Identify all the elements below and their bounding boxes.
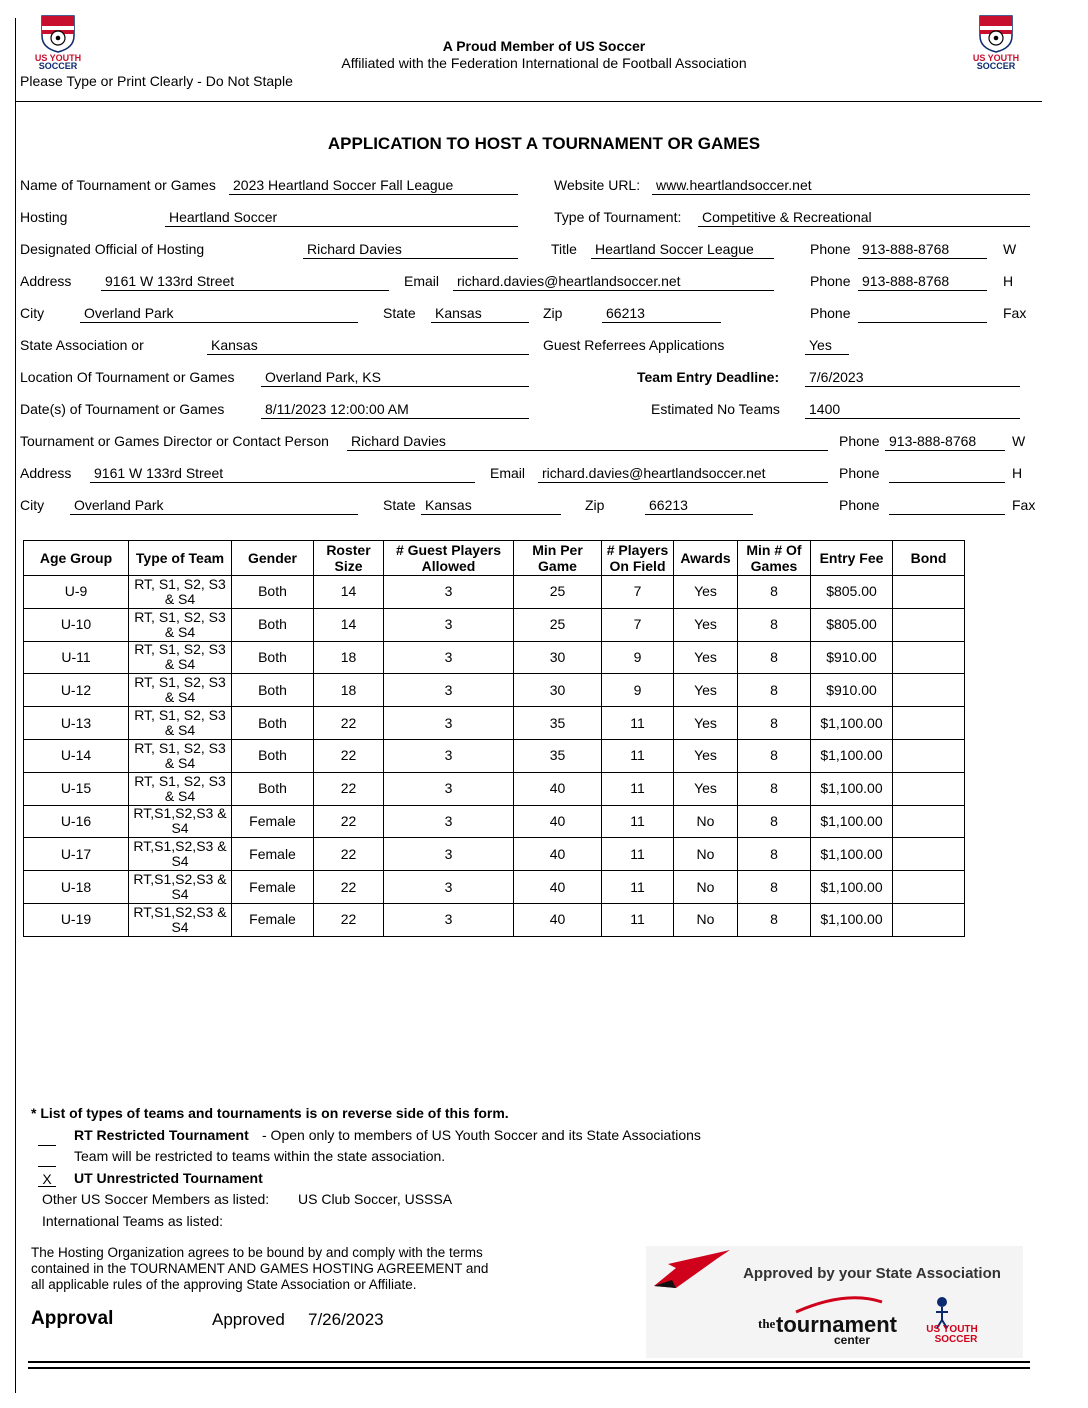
svg-text:US YOUTH: US YOUTH (926, 1324, 978, 1335)
table-cell: 3 (384, 805, 514, 838)
deadline-field[interactable]: 7/6/2023 (805, 369, 1020, 387)
hosting-field[interactable]: Heartland Soccer (165, 209, 518, 227)
table-cell: RT,S1,S2,S3 & S4 (129, 903, 232, 936)
guest-ref-field[interactable]: Yes (805, 337, 849, 355)
table-cell (893, 641, 965, 674)
table-cell: 22 (314, 805, 384, 838)
table-cell: $910.00 (811, 674, 893, 707)
international-label: International Teams as listed: (42, 1213, 224, 1229)
table-cell: RT, S1, S2, S3 & S4 (129, 772, 232, 805)
dates-label: Date(s) of Tournament or Games (20, 401, 225, 417)
phone-label: Phone (839, 465, 880, 481)
table-cell: Female (232, 871, 314, 904)
table-header-cell: # Guest Players Allowed (384, 541, 514, 576)
header-divider (15, 101, 1042, 102)
approval-date: 7/26/2023 (308, 1310, 384, 1329)
table-cell: 11 (602, 903, 674, 936)
table-cell: U-13 (24, 707, 129, 740)
affiliation-line: Affiliated with the Federation International de Football Association (341, 55, 747, 71)
zip-label: Zip (543, 305, 563, 321)
table-header-cell: Min # Of Games (738, 541, 811, 576)
table-header-row (24, 541, 965, 576)
table-cell: 3 (384, 838, 514, 871)
director-field[interactable]: Richard Davies (347, 433, 828, 451)
table-cell (893, 838, 965, 871)
table-cell: Yes (674, 772, 738, 805)
table-cell: 3 (384, 739, 514, 772)
approval-checkmark-icon (646, 1246, 1023, 1358)
table-row (24, 707, 965, 740)
table-cell: 11 (602, 772, 674, 805)
phone-label: Phone (810, 273, 851, 289)
approval-label: Approval (31, 1308, 114, 1329)
h-label: H (1003, 273, 1014, 289)
form-title: APPLICATION TO HOST A TOURNAMENT OR GAMES (327, 134, 761, 153)
table-cell: 9 (602, 674, 674, 707)
director-zip-field[interactable]: 66213 (645, 497, 753, 515)
table-cell: U-17 (24, 838, 129, 871)
table-row (24, 739, 965, 772)
state-assoc-field[interactable]: Kansas (207, 337, 529, 355)
zip-label: Zip (585, 497, 605, 513)
table-cell (893, 739, 965, 772)
phone-label: Phone (810, 241, 851, 257)
state-assoc-label: State Association or (20, 337, 144, 353)
official-zip-field[interactable]: 66213 (602, 305, 721, 323)
table-cell: 3 (384, 772, 514, 805)
table-cell: RT, S1, S2, S3 & S4 (129, 674, 232, 707)
bottom-rule (28, 1367, 1030, 1369)
table-header-cell: Gender (232, 541, 314, 576)
director-city-field[interactable]: Overland Park (70, 497, 358, 515)
table-cell: $1,100.00 (811, 772, 893, 805)
svg-text:SOCCER: SOCCER (38, 61, 78, 70)
table-cell: 8 (738, 576, 811, 609)
table-cell: 11 (602, 707, 674, 740)
svg-text:center: center (834, 1333, 871, 1347)
director-email-field[interactable]: richard.davies@heartlandsoccer.net (538, 465, 828, 483)
official-field[interactable]: Richard Davies (303, 241, 518, 259)
table-cell: U-18 (24, 871, 129, 904)
guest-ref-label: Guest Referrees Applications (543, 337, 725, 353)
phone-label: Phone (839, 497, 880, 513)
table-cell: Both (232, 576, 314, 609)
table-cell: 3 (384, 707, 514, 740)
table-cell: $1,100.00 (811, 871, 893, 904)
fax-label: Fax (1012, 497, 1036, 513)
table-cell: Yes (674, 707, 738, 740)
svg-text:Approved by your State Associa: Approved by your State Association (743, 1265, 1001, 1282)
table-cell: 40 (514, 838, 602, 871)
table-cell: 40 (514, 871, 602, 904)
table-cell: $910.00 (811, 641, 893, 674)
table-cell: $1,100.00 (811, 805, 893, 838)
agreement-line: The Hosting Organization agrees to be bound by and comply with the terms (31, 1245, 483, 1260)
official-email-field[interactable]: richard.davies@heartlandsoccer.net (453, 273, 774, 291)
table-cell: Female (232, 838, 314, 871)
table-cell (893, 903, 965, 936)
title-label: Title (551, 241, 577, 257)
table-cell: 40 (514, 805, 602, 838)
table-cell: Female (232, 805, 314, 838)
table-header-cell: Bond (893, 541, 965, 576)
table-cell: $1,100.00 (811, 838, 893, 871)
table-cell: U-19 (24, 903, 129, 936)
table-cell: 8 (738, 641, 811, 674)
fax-label: Fax (1003, 305, 1027, 321)
table-cell: 3 (384, 641, 514, 674)
rt-desc: - Open only to members of US Youth Soccer and its State Associations (262, 1127, 701, 1143)
table-cell: Both (232, 707, 314, 740)
table-cell: 3 (384, 871, 514, 904)
state-label: State (383, 305, 416, 321)
table-cell: 30 (514, 641, 602, 674)
instructions: Please Type or Print Clearly - Do Not Staple (20, 73, 293, 89)
table-cell: 8 (738, 707, 811, 740)
table-row (24, 674, 965, 707)
table-cell: 8 (738, 674, 811, 707)
state-label: State (383, 497, 416, 513)
approval-badge (646, 1246, 1023, 1358)
est-teams-label: Estimated No Teams (651, 401, 780, 417)
table-cell: RT, S1, S2, S3 & S4 (129, 739, 232, 772)
table-cell: Yes (674, 608, 738, 641)
table-cell: 8 (738, 903, 811, 936)
other-members-value: US Club Soccer, USSSA (298, 1191, 453, 1207)
table-cell: RT, S1, S2, S3 & S4 (129, 608, 232, 641)
table-cell: 22 (314, 772, 384, 805)
table-row (24, 576, 965, 609)
svg-text:US YOUTH: US YOUTH (34, 53, 82, 63)
approval-status: Approved (212, 1310, 285, 1329)
table-cell: U-9 (24, 576, 129, 609)
table-cell: 25 (514, 608, 602, 641)
age-group-table (23, 540, 965, 937)
table-cell: 8 (738, 739, 811, 772)
table-cell: $1,100.00 (811, 707, 893, 740)
official-title-field[interactable]: Heartland Soccer League (591, 241, 774, 259)
table-cell: 35 (514, 739, 602, 772)
table-cell (893, 707, 965, 740)
table-cell: 35 (514, 707, 602, 740)
table-cell: 8 (738, 772, 811, 805)
table-cell (893, 674, 965, 707)
tournament-type-field[interactable]: Competitive & Recreational (698, 209, 1030, 227)
list-note: * List of types of teams and tournaments is on reverse side of this form. (31, 1105, 509, 1121)
table-cell: RT,S1,S2,S3 & S4 (129, 838, 232, 871)
table-cell: RT, S1, S2, S3 & S4 (129, 707, 232, 740)
table-cell: 22 (314, 739, 384, 772)
w-label: W (1012, 433, 1026, 449)
ut-title: UT Unrestricted Tournament (74, 1170, 263, 1186)
location-field[interactable]: Overland Park, KS (261, 369, 529, 387)
table-cell: U-15 (24, 772, 129, 805)
table-header-cell: Entry Fee (811, 541, 893, 576)
table-cell: 8 (738, 608, 811, 641)
table-cell: 14 (314, 608, 384, 641)
table-cell: Female (232, 903, 314, 936)
table-cell: 40 (514, 903, 602, 936)
director-address-field[interactable]: 9161 W 133rd Street (90, 465, 475, 483)
address-label: Address (20, 465, 72, 481)
table-cell: Yes (674, 641, 738, 674)
rt-title: RT Restricted Tournament (74, 1127, 249, 1143)
table-cell: 18 (314, 674, 384, 707)
table-cell: 8 (738, 805, 811, 838)
table-cell: No (674, 903, 738, 936)
city-label: City (20, 305, 45, 321)
director-phone-w-field[interactable]: 913-888-8768 (885, 433, 1005, 451)
table-cell (893, 805, 965, 838)
tournament-name-field[interactable]: 2023 Heartland Soccer Fall League (229, 177, 518, 195)
official-city-field[interactable]: Overland Park (80, 305, 358, 323)
agreement-line: contained in the TOURNAMENT AND GAMES HOSTING AGREEMENT and (31, 1261, 489, 1276)
table-cell: U-14 (24, 739, 129, 772)
table-cell: RT,S1,S2,S3 & S4 (129, 805, 232, 838)
table-cell: $1,100.00 (811, 903, 893, 936)
table-cell: 11 (602, 871, 674, 904)
location-label: Location Of Tournament or Games (20, 369, 235, 385)
table-cell: 14 (314, 576, 384, 609)
table-row (24, 772, 965, 805)
table-cell: 8 (738, 871, 811, 904)
left-border (15, 18, 16, 1393)
table-cell: 11 (602, 838, 674, 871)
table-cell: U-11 (24, 641, 129, 674)
table-cell: 7 (602, 576, 674, 609)
table-cell: Yes (674, 674, 738, 707)
table-cell: Both (232, 772, 314, 805)
agreement-text (31, 1245, 488, 1293)
hosting-label: Hosting (20, 209, 68, 225)
table-cell: 22 (314, 903, 384, 936)
city-label: City (20, 497, 45, 513)
svg-text:SOCCER: SOCCER (976, 61, 1016, 70)
state-restrict-desc: Team will be restricted to teams within the state association. (74, 1148, 446, 1164)
h-label: H (1012, 465, 1023, 481)
table-row (24, 903, 965, 936)
state-restrict-checkbox[interactable] (38, 1151, 56, 1167)
table-cell: RT,S1,S2,S3 & S4 (129, 871, 232, 904)
table-cell: U-12 (24, 674, 129, 707)
table-header-cell: Type of Team (129, 541, 232, 576)
agreement-line: all applicable rules of the approving State Association or Affiliate. (31, 1277, 417, 1292)
table-row (24, 838, 965, 871)
svg-text:tournament: tournament (776, 1312, 897, 1337)
email-label: Email (404, 273, 440, 289)
official-state-field[interactable]: Kansas (431, 305, 529, 323)
table-cell: Both (232, 608, 314, 641)
table-cell: 30 (514, 674, 602, 707)
table-cell: 22 (314, 871, 384, 904)
table-cell: 25 (514, 576, 602, 609)
bottom-rule (28, 1361, 1030, 1363)
director-phone-h-field[interactable] (889, 465, 1005, 483)
table-header-cell: Awards (674, 541, 738, 576)
director-state-field[interactable]: Kansas (421, 497, 561, 515)
table-cell: Yes (674, 576, 738, 609)
table-header-cell: Roster Size (314, 541, 384, 576)
tournament-name-label: Name of Tournament or Games (20, 177, 216, 193)
other-members-label: Other US Soccer Members as listed: (42, 1191, 270, 1207)
tournament-type-label: Type of Tournament: (554, 209, 682, 225)
svg-text:US YOUTH: US YOUTH (972, 53, 1020, 63)
dates-field[interactable]: 8/11/2023 12:00:00 AM (261, 401, 529, 419)
phone-label: Phone (810, 305, 851, 321)
official-phone-h-field[interactable]: 913-888-8768 (858, 273, 987, 291)
table-cell: 11 (602, 739, 674, 772)
table-cell: Yes (674, 739, 738, 772)
table-cell: 22 (314, 707, 384, 740)
table-header-cell: Min Per Game (514, 541, 602, 576)
table-cell: No (674, 871, 738, 904)
table-row (24, 608, 965, 641)
table-cell: RT, S1, S2, S3 & S4 (129, 576, 232, 609)
w-label: W (1003, 241, 1017, 257)
table-cell: 9 (602, 641, 674, 674)
table-row (24, 871, 965, 904)
email-label: Email (490, 465, 526, 481)
table-cell: 40 (514, 772, 602, 805)
table-cell: 3 (384, 608, 514, 641)
svg-text:the: the (758, 1316, 776, 1331)
table-cell: No (674, 838, 738, 871)
table-cell: 22 (314, 838, 384, 871)
table-header-cell: Age Group (24, 541, 129, 576)
svg-text:SOCCER: SOCCER (934, 1334, 978, 1345)
table-cell: 3 (384, 576, 514, 609)
table-cell: RT, S1, S2, S3 & S4 (129, 641, 232, 674)
official-phone-w-field[interactable]: 913-888-8768 (858, 241, 987, 259)
table-cell: Both (232, 674, 314, 707)
table-cell: 3 (384, 903, 514, 936)
table-cell (893, 608, 965, 641)
table-cell: 11 (602, 805, 674, 838)
table-cell: Both (232, 641, 314, 674)
phone-label: Phone (839, 433, 880, 449)
table-cell (893, 772, 965, 805)
rt-checkbox[interactable] (38, 1130, 56, 1146)
table-row (24, 805, 965, 838)
table-cell: 8 (738, 838, 811, 871)
table-cell: Both (232, 739, 314, 772)
table-cell (893, 576, 965, 609)
table-cell (893, 871, 965, 904)
member-line: A Proud Member of US Soccer (442, 38, 646, 54)
address-label: Address (20, 273, 72, 289)
table-cell: U-16 (24, 805, 129, 838)
website-field[interactable]: www.heartlandsoccer.net (652, 177, 1030, 195)
est-teams-field[interactable]: 1400 (805, 401, 1020, 419)
table-cell: $1,100.00 (811, 739, 893, 772)
table-row (24, 641, 965, 674)
official-phone-fax-field[interactable] (858, 305, 987, 323)
table-cell: 3 (384, 674, 514, 707)
table-cell: 7 (602, 608, 674, 641)
director-label: Tournament or Games Director or Contact Person (20, 433, 329, 449)
ut-checkbox[interactable]: X (38, 1171, 56, 1187)
director-phone-fax-field[interactable] (889, 497, 1005, 515)
deadline-label: Team Entry Deadline: (637, 369, 780, 385)
official-address-field[interactable]: 9161 W 133rd Street (101, 273, 389, 291)
website-label: Website URL: (554, 177, 641, 193)
table-cell: $805.00 (811, 608, 893, 641)
table-cell: U-10 (24, 608, 129, 641)
table-body (24, 576, 965, 937)
table-cell: No (674, 805, 738, 838)
official-label: Designated Official of Hosting (20, 241, 205, 257)
table-cell: $805.00 (811, 576, 893, 609)
table-header-cell: # Players On Field (602, 541, 674, 576)
table-cell: 18 (314, 641, 384, 674)
